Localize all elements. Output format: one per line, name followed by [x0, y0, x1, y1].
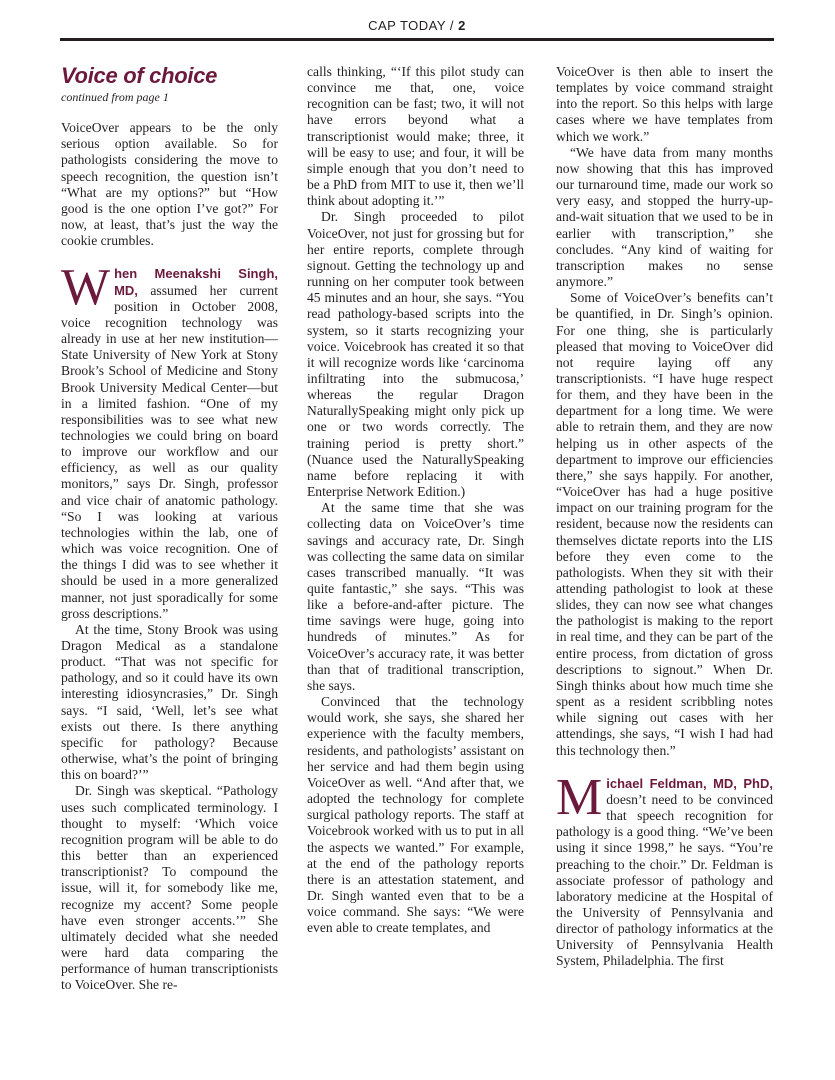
- column-3: [556, 64, 773, 970]
- lead-in: ichael Feldman, MD, PhD,: [606, 775, 773, 791]
- column-1: [61, 64, 278, 993]
- drop-cap: M: [556, 768, 603, 826]
- paragraph: Some of VoiceOver’s benefits can’t be quantified, in Dr. Singh’s opinion. For one thing, she is particularly pleased that moving to VoiceOver did not require laying off any transcriptionists. “I have huge respect for them, and they have been in the department for a long time. We were able to retrain them, and they are now helping us in other aspects of the department to improve our efficiencies there,” she says happily. For another, “VoiceOver has had a huge positive impact on our training program for the resident, because now the residents can themselves dictate reports into the LIS before they even come to the pathologists. When they sit with their attending pathologist to look at these slides, they can now see what changes the pathologist is making to the report in real time, and they can be part of the entire process, from dictation of gross descriptions to signout.” When Dr. Singh thinks about how much time she spent as a resident scribbling notes while signing out cases with her attendings, she says, “I wish I had had this technology then.”: [556, 290, 773, 758]
- paragraph: Dr. Singh proceeded to pilot VoiceOver, not just for grossing but for her entire reports, complete through signout. Getting the technology up and running on her computer took between 45 minutes and an hour, she says. “You read pathology-based scripts into the system, so it starts recognizing your voice. Voicebrook has created it so that it will recognize words like ‘carcinoma infiltrating into the submucosa,’ whereas the regular Dragon NaturallySpeaking might only pick up one or two words correctly. The training period is pretty short.” (Nuance used the NaturallySpeaking name before replacing it with Enterprise Network Edition.): [307, 209, 524, 500]
- publication-name: CAP TODAY /: [368, 18, 459, 33]
- paragraph: calls thinking, “‘If this pilot study can convince me that, one, voice recognition can be fast; two, it will not have errors beyond what a transcriptionist would make; three, it will be easy to use; and four, it will be simple enough that you don’t need to be a PhD from MIT to use it, then we’ll think about adopting it.’”: [307, 64, 524, 209]
- paragraph: VoiceOver is then able to insert the templates by voice command straight into the report. So this helps with large cases where we have templates from which we work.”: [556, 64, 773, 144]
- paragraph-text: assumed her current position in October 2008, voice recognition technology was already in use at her new institution—State University of New York at Stony Brook’s School of Medicine and Stony Brook University Medical Center—but in a limited fashion. “One of my responsibilities was to see what new technologies we could bring on board to improve our workflow and our efficiency, as well as our quality monitors,” says Dr. Singh, professor and vice chair of anatomic pathology. “So I was looking at various technologies within the lab, one of which was voice recognition. One of the things I did was to see whether it should be used in a more generalized manner, not just sporadically for some gross descriptions.”: [61, 282, 278, 621]
- section-lead-paragraph: [61, 259, 278, 621]
- paragraph: At the time, Stony Brook was using Dragon Medical as a standalone product. “That was not specific for pathology, and so it could have its own interesting idiosyncrasies,” Dr. Singh says. “I said, ‘Well, let’s see what exists out there. Is there anything specific for pathology? Because otherwise, what’s the point of bringing this on board?’”: [61, 621, 278, 783]
- header-rule: [60, 38, 774, 41]
- column-2: [307, 64, 524, 936]
- continued-note: continued from page 1: [61, 90, 169, 104]
- paragraph: Dr. Singh was skeptical. “Pathology uses such complicated terminology. I thought to myself: ‘Which voice recognition program will be able to do this better than an experienced transcriptionist? To compound the issue, will it, for somebody like me, recognize my accent? Some people have even stronger accents.’” She ultimately decided what she needed were hard data comparing the performance of human transcriptionists to VoiceOver. She re-: [61, 783, 278, 993]
- paragraph: “We have data from many months now showing that this has improved our turnaround time, made our work so very easy, and stopped the hurry-up-and-wait situation that we used to be in earlier with transcription,” she concludes. “Any kind of waiting for transcription makes no sense anymore.”: [556, 144, 773, 290]
- paragraph: At the same time that she was collecting data on VoiceOver’s time savings and accuracy rate, Dr. Singh was collecting the same data on similar cases transcribed manually. “It was quite fantastic,” she says. “This was like a before-and-after picture. The time savings were huge, going into hundreds of minutes.” As for VoiceOver’s accuracy rate, it was better than that of traditional transcription, she says.: [307, 500, 524, 693]
- article-title: Voice of choice: [61, 63, 218, 88]
- paragraph: Convinced that the technology would work, she says, she shared her experience with the faculty members, residents, and pathologists’ assistant on her service and had them begin using VoiceOver as well. “And after that, we adopted the technology for complete surgical pathology reports. The staff at Voicebrook worked with us to put in all the aspects we wanted.” For example, at the end of the pathology reports there is an attestation statement, and Dr. Singh wanted even that to be a voice command. She says: “We were even able to create templates, and: [307, 694, 524, 936]
- intro-paragraph: VoiceOver appears to be the only serious option available. So for pathologists considering the move to speech recognition, the question isn’t “What are my options?” but “How good is the one option I’ve got?” For now, at least, that’s just the way the cookie crumbles.: [61, 120, 278, 249]
- section-lead-paragraph: [556, 768, 773, 970]
- paragraph-text: doesn’t need to be convinced that speech recognition for pathology is a good thing. “We’ve been using it since 1998,” he says. “You’re preaching to the choir.” Dr. Feldman is associate professor of pathology and laboratory medicine at the Hospital of the University of Pennsylvania and director of pathology informatics at the University of Pennsylvania Health System, Philadelphia. The first: [556, 791, 773, 969]
- page-number: 2: [458, 18, 466, 33]
- drop-cap: W: [61, 259, 111, 317]
- running-header: [60, 18, 774, 33]
- lead-in: hen Meenakshi Singh, MD,: [114, 266, 278, 298]
